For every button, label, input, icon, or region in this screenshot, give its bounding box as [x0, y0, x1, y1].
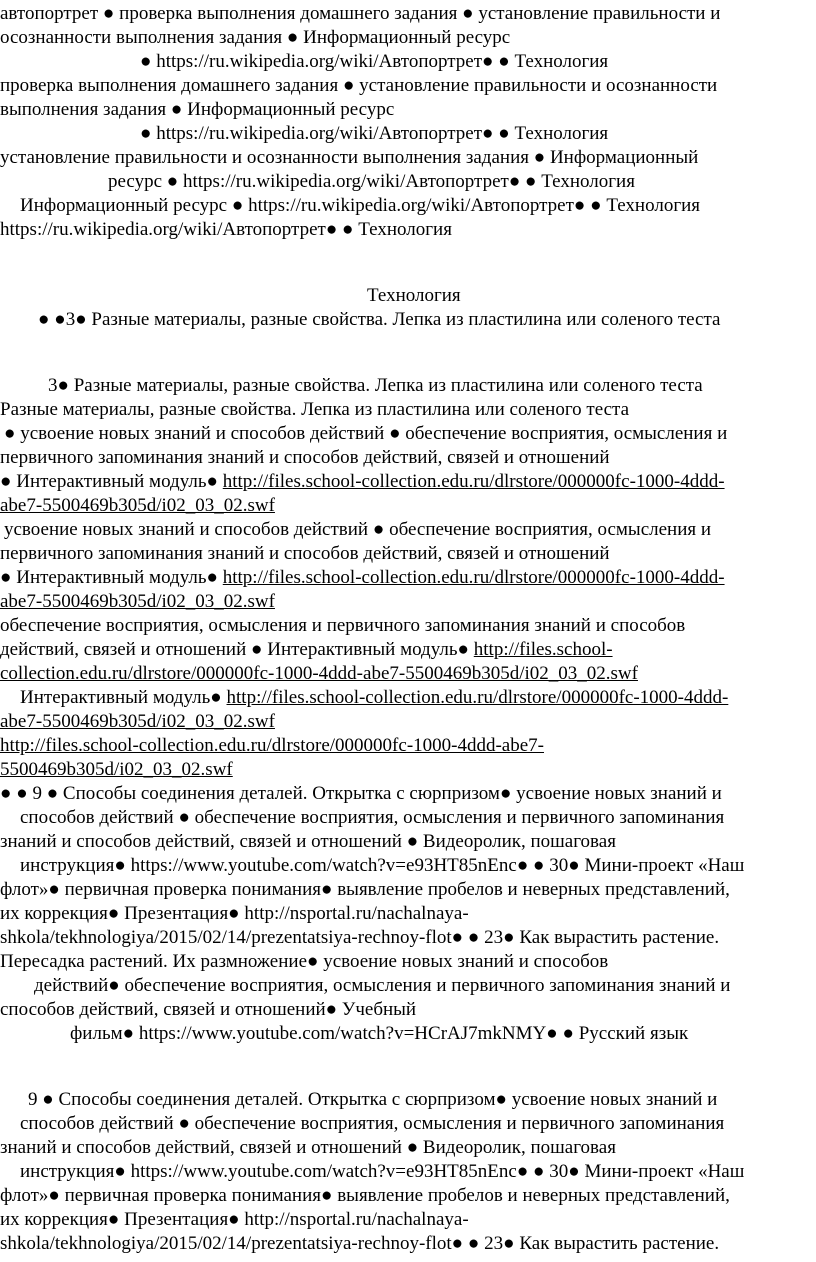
text-line	[28, 1088, 717, 1112]
text-line	[0, 1136, 616, 1160]
line-text: 3● Разные материалы, разные свойства. Лепка из пластилина или соленого теста	[48, 375, 703, 396]
line-text: shkola/tekhnologiya/2015/02/14/prezentatsiya-rechnoy-flot● ● 23● Как вырастить растение.	[0, 1233, 720, 1254]
text-line	[20, 806, 724, 830]
text-line	[0, 218, 452, 242]
line-text: shkola/tekhnologiya/2015/02/14/prezentatsiya-rechnoy-flot● ● 23● Как вырастить растение.	[0, 927, 720, 948]
line-text: обеспечение восприятия, осмысления и первичного запоминания знаний и способов	[0, 615, 686, 636]
line-text: знаний и способов действий, связей и отношений ● Видеоролик, пошаговая	[0, 831, 616, 852]
text-line	[0, 782, 722, 806]
text-line	[48, 374, 703, 398]
text-line	[0, 98, 394, 122]
hyperlink[interactable]: 5500469b305d/i02_03_02.swf	[0, 759, 233, 780]
text-line	[0, 26, 510, 50]
hyperlink[interactable]: http://files.school-	[473, 639, 613, 660]
line-text: знаний и способов действий, связей и отношений ● Видеоролик, пошаговая	[0, 1137, 616, 1158]
line-text: https://ru.wikipedia.org/wiki/Автопортрет● ● Технология	[0, 219, 452, 240]
text-line	[0, 566, 725, 590]
text-line	[140, 50, 608, 74]
hyperlink[interactable]: http://files.school-collection.edu.ru/dlrstore/000000fc-1000-4ddd-	[222, 567, 725, 588]
text-line	[0, 926, 719, 950]
line-text: ресурс ● https://ru.wikipedia.org/wiki/Автопортрет● ● Технология	[108, 171, 635, 192]
line-text: инструкция● https://www.youtube.com/watch?v=e93HT85nEnc● ● 30● Мини-проект «Наш	[20, 1161, 745, 1182]
text-line	[0, 830, 616, 854]
hyperlink[interactable]: http://files.school-collection.edu.ru/dlrstore/000000fc-1000-4ddd-	[226, 687, 729, 708]
line-text: Интерактивный модуль●	[20, 687, 227, 708]
text-line	[38, 308, 720, 332]
text-line	[0, 710, 275, 734]
text-line	[20, 1112, 724, 1136]
line-text: ● ●3● Разные материалы, разные свойства. Лепка из пластилина или соленого теста	[38, 309, 721, 330]
line-text: установление правильности и осознанности выполнения задания ● Информационный	[0, 147, 699, 168]
text-line	[4, 422, 727, 446]
text-line	[0, 470, 725, 494]
text-line	[0, 74, 717, 98]
text-line	[0, 2, 720, 26]
text-line	[0, 446, 610, 470]
line-text: усвоение новых знаний и способов действий ● обеспечение восприятия, осмысления и	[4, 519, 712, 540]
line-text: инструкция● https://www.youtube.com/watch?v=e93HT85nEnc● ● 30● Мини-проект «Наш	[20, 855, 745, 876]
text-line	[70, 1022, 688, 1046]
text-line	[140, 122, 608, 146]
text-line	[20, 1160, 744, 1184]
hyperlink[interactable]: abe7-5500469b305d/i02_03_02.swf	[0, 591, 275, 612]
text-line	[0, 662, 638, 686]
line-text: выполнения задания ● Информационный ресурс	[0, 99, 395, 120]
line-text: первичного запоминания знаний и способов действий, связей и отношений	[0, 447, 610, 468]
text-line	[0, 878, 730, 902]
text-line	[0, 398, 629, 422]
text-line	[0, 734, 544, 758]
line-text: способов действий, связей и отношений● Учебный	[0, 999, 417, 1020]
hyperlink[interactable]: http://files.school-collection.edu.ru/dlrstore/000000fc-1000-4ddd-	[222, 471, 725, 492]
line-text: действий, связей и отношений ● Интерактивный модуль●	[0, 639, 474, 660]
line-text: Разные материалы, разные свойства. Лепка из пластилина или соленого теста	[0, 399, 630, 420]
line-text: ● https://ru.wikipedia.org/wiki/Автопортрет● ● Технология	[140, 123, 609, 144]
text-line	[0, 1184, 730, 1208]
text-line	[108, 170, 635, 194]
line-text: фильм● https://www.youtube.com/watch?v=HCrAJ7mkNMY● ● Русский язык	[70, 1023, 689, 1044]
text-line	[34, 974, 730, 998]
hyperlink[interactable]: collection.edu.ru/dlrstore/000000fc-1000-4ddd-abe7-5500469b305d/i02_03_02.swf	[0, 663, 638, 684]
line-text: первичного запоминания знаний и способов действий, связей и отношений	[0, 543, 610, 564]
line-text: их коррекция● Презентация● http://nsportal.ru/nachalnaya-	[0, 1209, 469, 1230]
text-line	[0, 614, 685, 638]
text-line	[367, 284, 461, 308]
line-text: их коррекция● Презентация● http://nsportal.ru/nachalnaya-	[0, 903, 469, 924]
line-text: осознанности выполнения задания ● Информационный ресурс	[0, 27, 511, 48]
line-text: Пересадка растений. Их размножение● усвоение новых знаний и способов	[0, 951, 609, 972]
text-line	[0, 1232, 719, 1256]
line-text: проверка выполнения домашнего задания ● установление правильности и осознанности	[0, 75, 718, 96]
text-line	[0, 494, 275, 518]
line-text: способов действий ● обеспечение восприятия, осмысления и первичного запоминания	[20, 1113, 725, 1134]
line-text: 9 ● Способы соединения деталей. Открытка с сюрпризом● усвоение новых знаний и	[28, 1089, 718, 1110]
text-line	[0, 590, 275, 614]
hyperlink[interactable]: abe7-5500469b305d/i02_03_02.swf	[0, 711, 275, 732]
line-text: Технология	[367, 285, 461, 306]
line-text: флот»● первичная проверка понимания● выявление пробелов и неверных представлений,	[0, 1185, 730, 1206]
text-line	[4, 518, 711, 542]
text-line	[0, 950, 608, 974]
hyperlink[interactable]: http://files.school-collection.edu.ru/dlrstore/000000fc-1000-4ddd-abe7-	[0, 735, 544, 756]
text-line	[0, 146, 698, 170]
line-text: ● Интерактивный модуль●	[0, 471, 223, 492]
text-line	[0, 638, 613, 662]
text-line	[0, 758, 233, 782]
text-line	[0, 542, 610, 566]
line-text: ● усвоение новых знаний и способов действий ● обеспечение восприятия, осмысления и	[4, 423, 728, 444]
line-text: ● ● 9 ● Способы соединения деталей. Открытка с сюрпризом● усвоение новых знаний и	[0, 783, 722, 804]
line-text: Информационный ресурс ● https://ru.wikipedia.org/wiki/Автопортрет● ● Технология	[20, 195, 701, 216]
text-line	[20, 686, 728, 710]
line-text: ● https://ru.wikipedia.org/wiki/Автопортрет● ● Технология	[140, 51, 609, 72]
line-text: ● Интерактивный модуль●	[0, 567, 223, 588]
text-line	[0, 1208, 469, 1232]
text-line	[20, 854, 744, 878]
hyperlink[interactable]: abe7-5500469b305d/i02_03_02.swf	[0, 495, 275, 516]
text-line	[20, 194, 700, 218]
line-text: способов действий ● обеспечение восприятия, осмысления и первичного запоминания	[20, 807, 725, 828]
line-text: флот»● первичная проверка понимания● выявление пробелов и неверных представлений,	[0, 879, 730, 900]
line-text: действий● обеспечение восприятия, осмысления и первичного запоминания знаний и	[34, 975, 731, 996]
text-line	[0, 998, 416, 1022]
text-line	[0, 902, 469, 926]
line-text: автопортрет ● проверка выполнения домашнего задания ● установление правильности и	[0, 3, 721, 24]
